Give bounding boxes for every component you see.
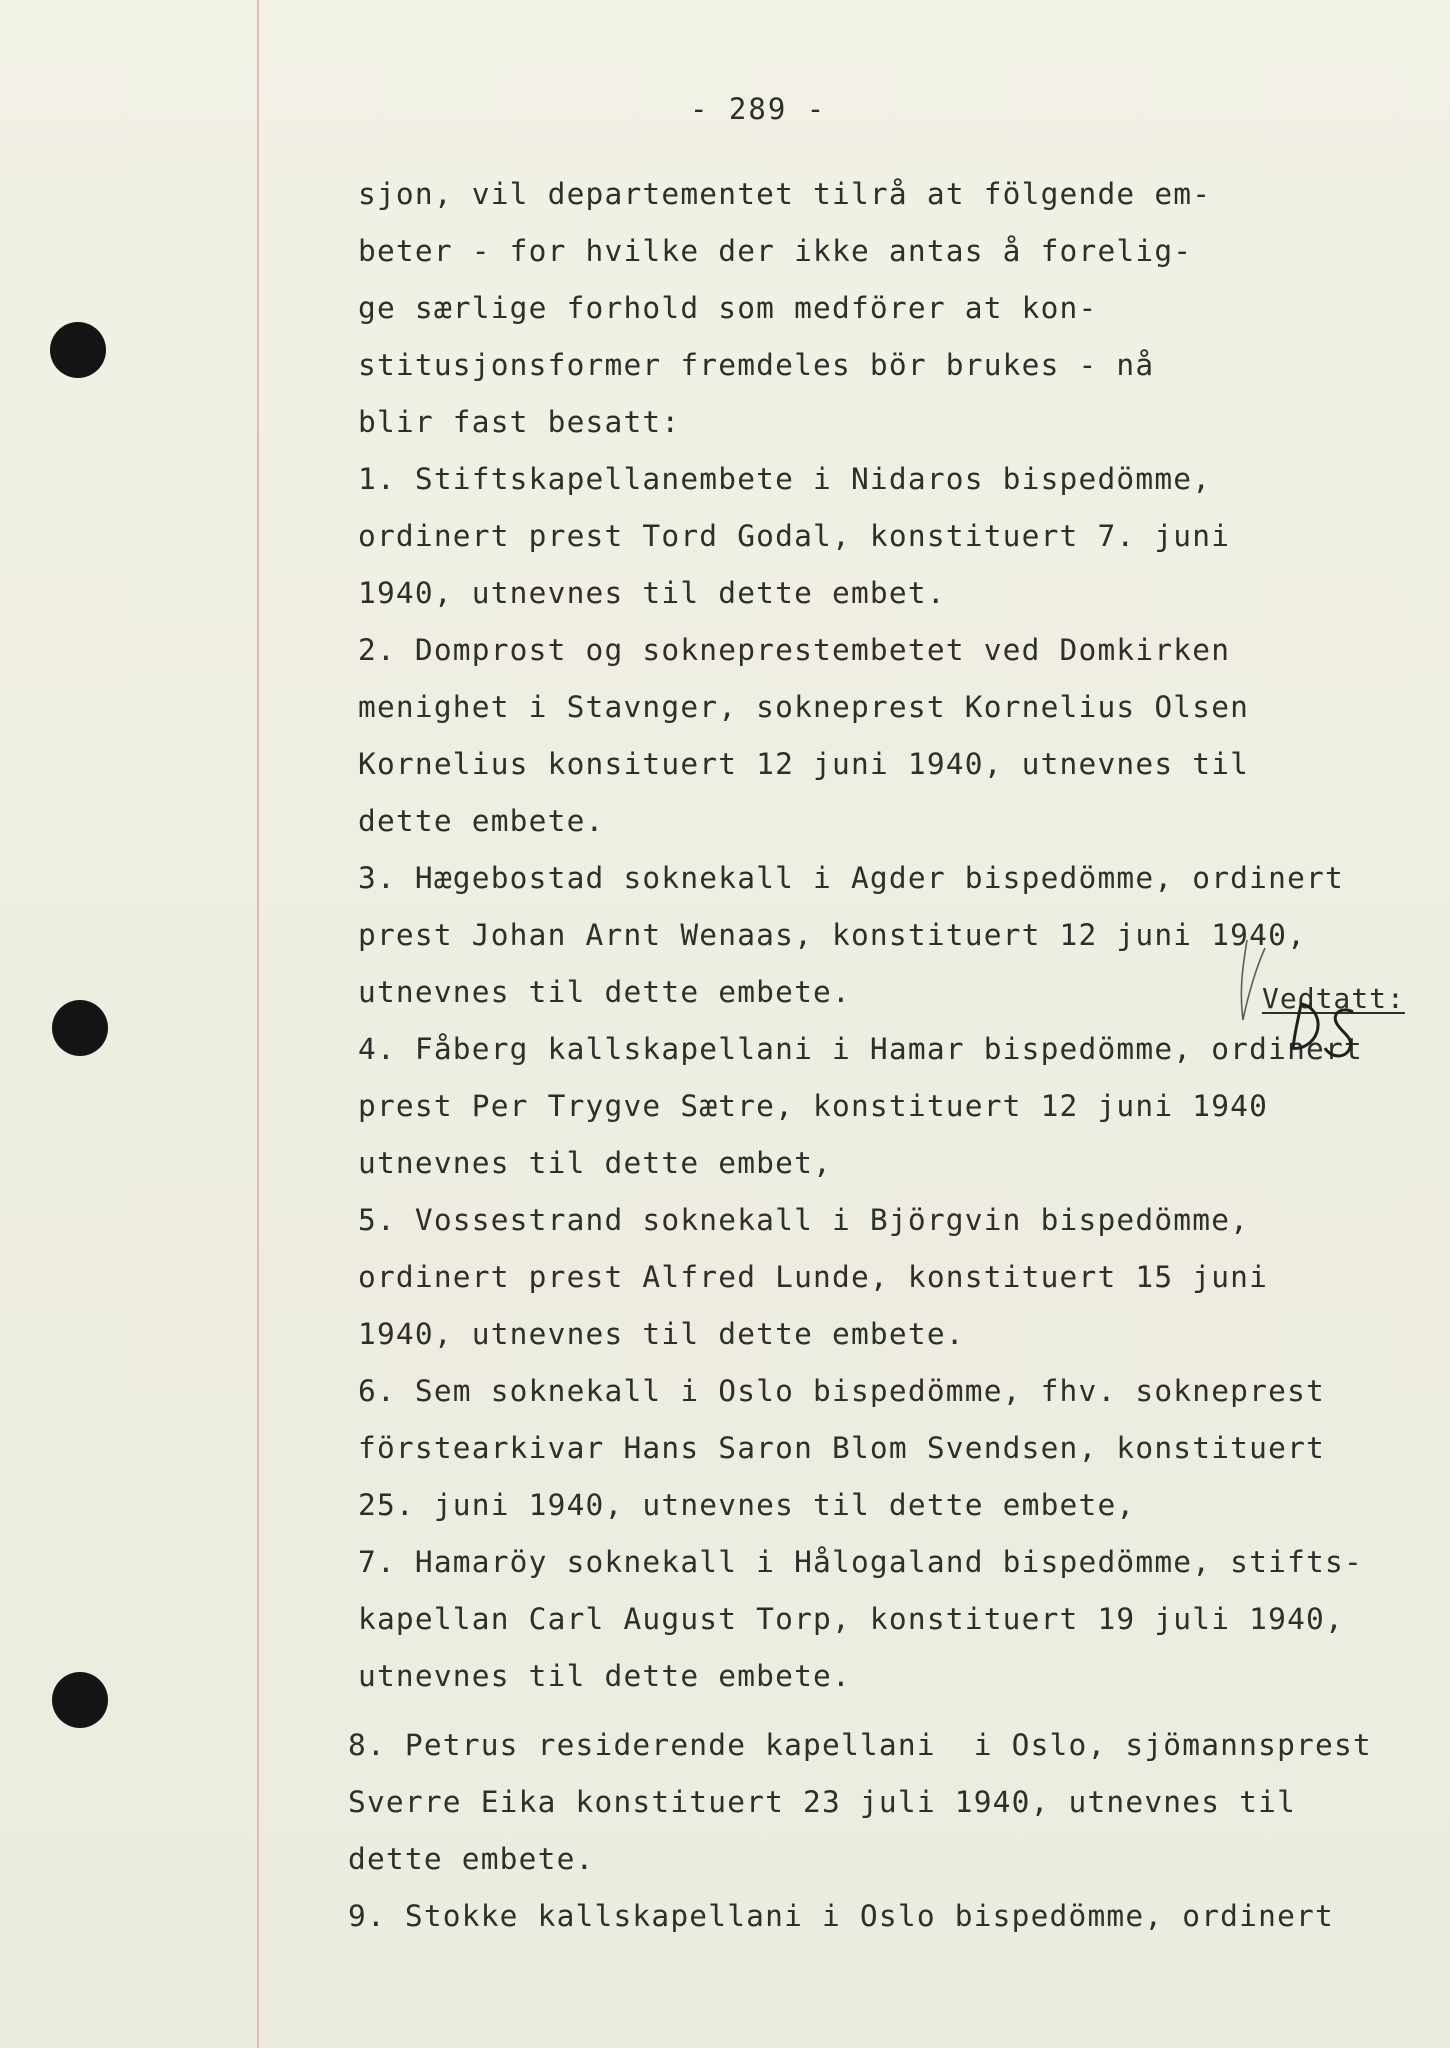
text-line: 5. Vossestrand soknekall i Björgvin bispedömme, xyxy=(358,1203,1250,1237)
text-line: Kornelius konsituert 12 juni 1940, utnevnes til xyxy=(358,747,1250,781)
text-line: 1940, utnevnes til dette embete. xyxy=(358,1317,965,1351)
text-line: 6. Sem soknekall i Oslo bispedömme, fhv. sokneprest xyxy=(358,1374,1325,1408)
text-line: 4. Fåberg kallskapellani i Hamar bispedömme, ordinert xyxy=(358,1032,1363,1066)
text-line: blir fast besatt: xyxy=(358,405,681,439)
initial-s-stroke xyxy=(1325,1010,1353,1056)
text-line: prest Per Trygve Sætre, konstituert 12 juni 1940 xyxy=(358,1089,1269,1123)
text-line: 8. Petrus residerende kapellani i Oslo, sjömannsprest xyxy=(348,1728,1372,1762)
text-line: 7. Hamaröy soknekall i Hålogaland bispedömme, stifts- xyxy=(358,1545,1363,1579)
text-line: dette embete. xyxy=(358,804,605,838)
text-line: 3. Hægebostad soknekall i Agder bispedömme, ordinert xyxy=(358,861,1344,895)
text-line: dette embete. xyxy=(348,1842,595,1876)
initial-d-stroke xyxy=(1291,1004,1318,1048)
vertical-stroke xyxy=(1241,940,1265,1020)
text-line: 9. Stokke kallskapellani i Oslo bispedömme, ordinert xyxy=(348,1899,1334,1933)
text-line: ordinert prest Tord Godal, konstituert 7. juni xyxy=(358,519,1231,553)
text-line: utnevnes til dette embet, xyxy=(358,1146,833,1180)
punch-hole-bottom xyxy=(52,1672,108,1728)
text-line: utnevnes til dette embete. xyxy=(358,975,851,1009)
text-line: beter - for hvilke der ikke antas å forelig- xyxy=(358,234,1193,268)
text-line: 1940, utnevnes til dette embet. xyxy=(358,576,946,610)
text-line: ordinert prest Alfred Lunde, konstituert 15 juni xyxy=(358,1260,1269,1294)
text-line: ge særlige forhold som medförer at kon- xyxy=(358,291,1098,325)
text-line: sjon, vil departementet tilrå at fölgende em- xyxy=(358,177,1212,211)
margin-line xyxy=(257,0,259,2048)
text-line: prest Johan Arnt Wenaas, konstituert 12 juni 1940, xyxy=(358,918,1307,952)
text-line: 25. juni 1940, utnevnes til dette embete, xyxy=(358,1488,1136,1522)
page-number: - 289 - xyxy=(690,92,827,126)
vedtatt-label: Vedtatt: xyxy=(1262,982,1405,1015)
punch-hole-middle xyxy=(52,1000,108,1056)
text-line: 1. Stiftskapellanembete i Nidaros bispedömme, xyxy=(358,462,1212,496)
text-line: förstearkivar Hans Saron Blom Svendsen, konstituert xyxy=(358,1431,1325,1465)
punch-hole-top xyxy=(50,322,106,378)
text-line: stitusjonsformer fremdeles bör brukes - nå xyxy=(358,348,1155,382)
text-line: utnevnes til dette embete. xyxy=(358,1659,851,1693)
text-line: kapellan Carl August Torp, konstituert 19 juli 1940, xyxy=(358,1602,1344,1636)
text-line: menighet i Stavnger, sokneprest Kornelius Olsen xyxy=(358,690,1250,724)
text-line: 2. Domprost og sokneprestembetet ved Domkirken xyxy=(358,633,1231,667)
handwritten-approval-mark xyxy=(1225,930,1405,1080)
text-line: Sverre Eika konstituert 23 juli 1940, utnevnes til xyxy=(348,1785,1297,1819)
